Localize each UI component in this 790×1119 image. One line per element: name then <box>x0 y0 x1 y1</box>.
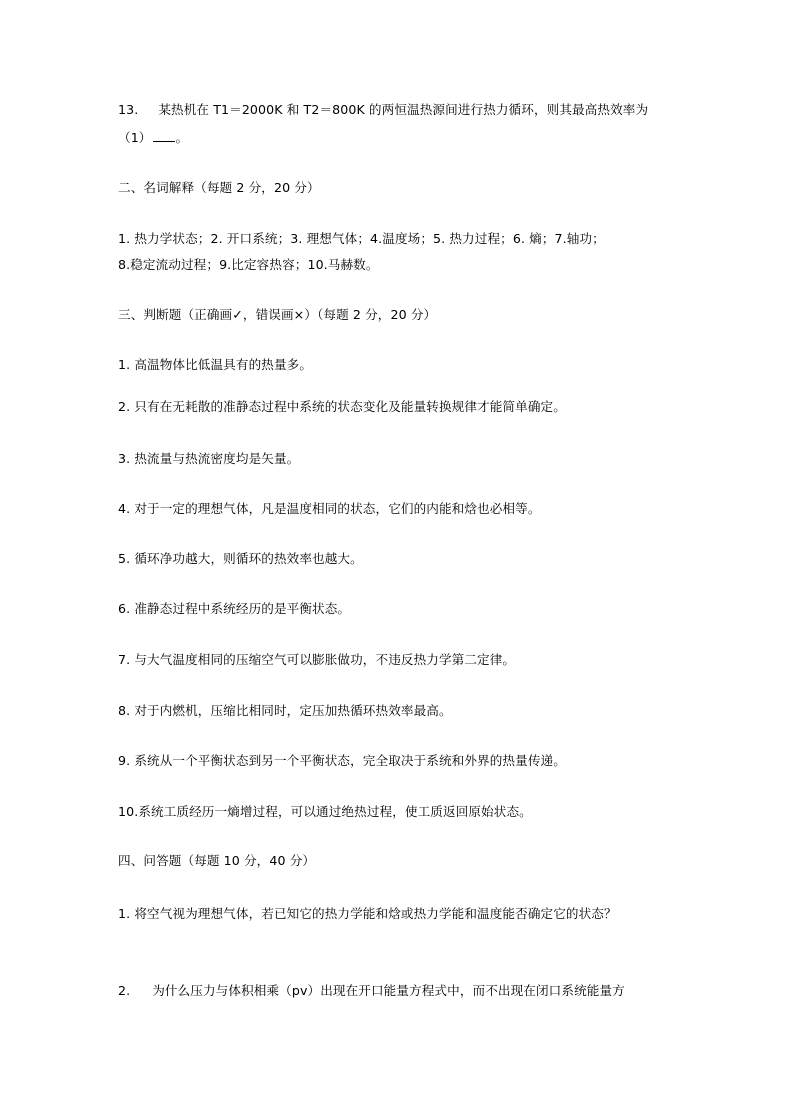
question-13-line2 <box>118 129 188 146</box>
judgment-item-3: 3. 热流量与热流密度均是矢量。 <box>118 451 300 466</box>
essay-question-2 <box>118 983 625 999</box>
question-13-blank-label: （1） <box>118 130 152 145</box>
section-2-terms-line1: 1. 热力学状态；2. 开口系统；3. 理想气体；4.温度场；5. 热力过程；6. 熵；7.轴功； <box>118 231 605 246</box>
section-3-heading: 三、判断题（正确画✓，错误画×）（每题 2 分，20 分） <box>118 307 437 322</box>
essay-question-2-number: 2. <box>118 983 131 998</box>
answer-blank <box>153 129 175 142</box>
essay-question-2-text: 为什么压力与体积相乘（pv）出现在开口能量方程式中，而不出现在闭口系统能量方 <box>152 983 625 998</box>
question-13-blank-end: 。 <box>175 130 189 145</box>
question-13-text: 某热机在 T1＝2000K 和 T2＝800K 的两恒温热源间进行热力循环，则其最高热效率为 <box>158 102 649 117</box>
section-4-heading: 四、问答题（每题 10 分，40 分） <box>118 853 316 868</box>
judgment-item-6: 6. 准静态过程中系统经历的是平衡状态。 <box>118 601 351 616</box>
judgment-item-10: 10.系统工质经历一熵增过程，可以通过绝热过程，使工质返回原始状态。 <box>118 804 532 819</box>
judgment-item-4: 4. 对于一定的理想气体，凡是温度相同的状态，它们的内能和焓也必相等。 <box>118 501 541 516</box>
section-2-terms-line2: 8.稳定流动过程；9.比定容热容；10.马赫数。 <box>118 257 379 272</box>
judgment-item-1: 1. 高温物体比低温具有的热量多。 <box>118 357 313 372</box>
judgment-item-5: 5. 循环净功越大，则循环的热效率也越大。 <box>118 551 363 566</box>
judgment-item-7: 7. 与大气温度相同的压缩空气可以膨胀做功，不违反热力学第二定律。 <box>118 652 516 667</box>
section-2-heading: 二、名词解释（每题 2 分，20 分） <box>118 180 320 195</box>
question-13-number: 13. <box>118 102 139 117</box>
judgment-item-8: 8. 对于内燃机，压缩比相同时，定压加热循环热效率最高。 <box>118 703 452 718</box>
essay-question-1: 1. 将空气视为理想气体，若已知它的热力学能和焓或热力学能和温度能否确定它的状态？ <box>118 906 617 921</box>
judgment-item-9: 9. 系统从一个平衡状态到另一个平衡状态，完全取决于系统和外界的热量传递。 <box>118 753 566 768</box>
judgment-item-2: 2. 只有在无耗散的准静态过程中系统的状态变化及能量转换规律才能简单确定。 <box>118 399 566 414</box>
question-13-line1 <box>118 102 648 118</box>
